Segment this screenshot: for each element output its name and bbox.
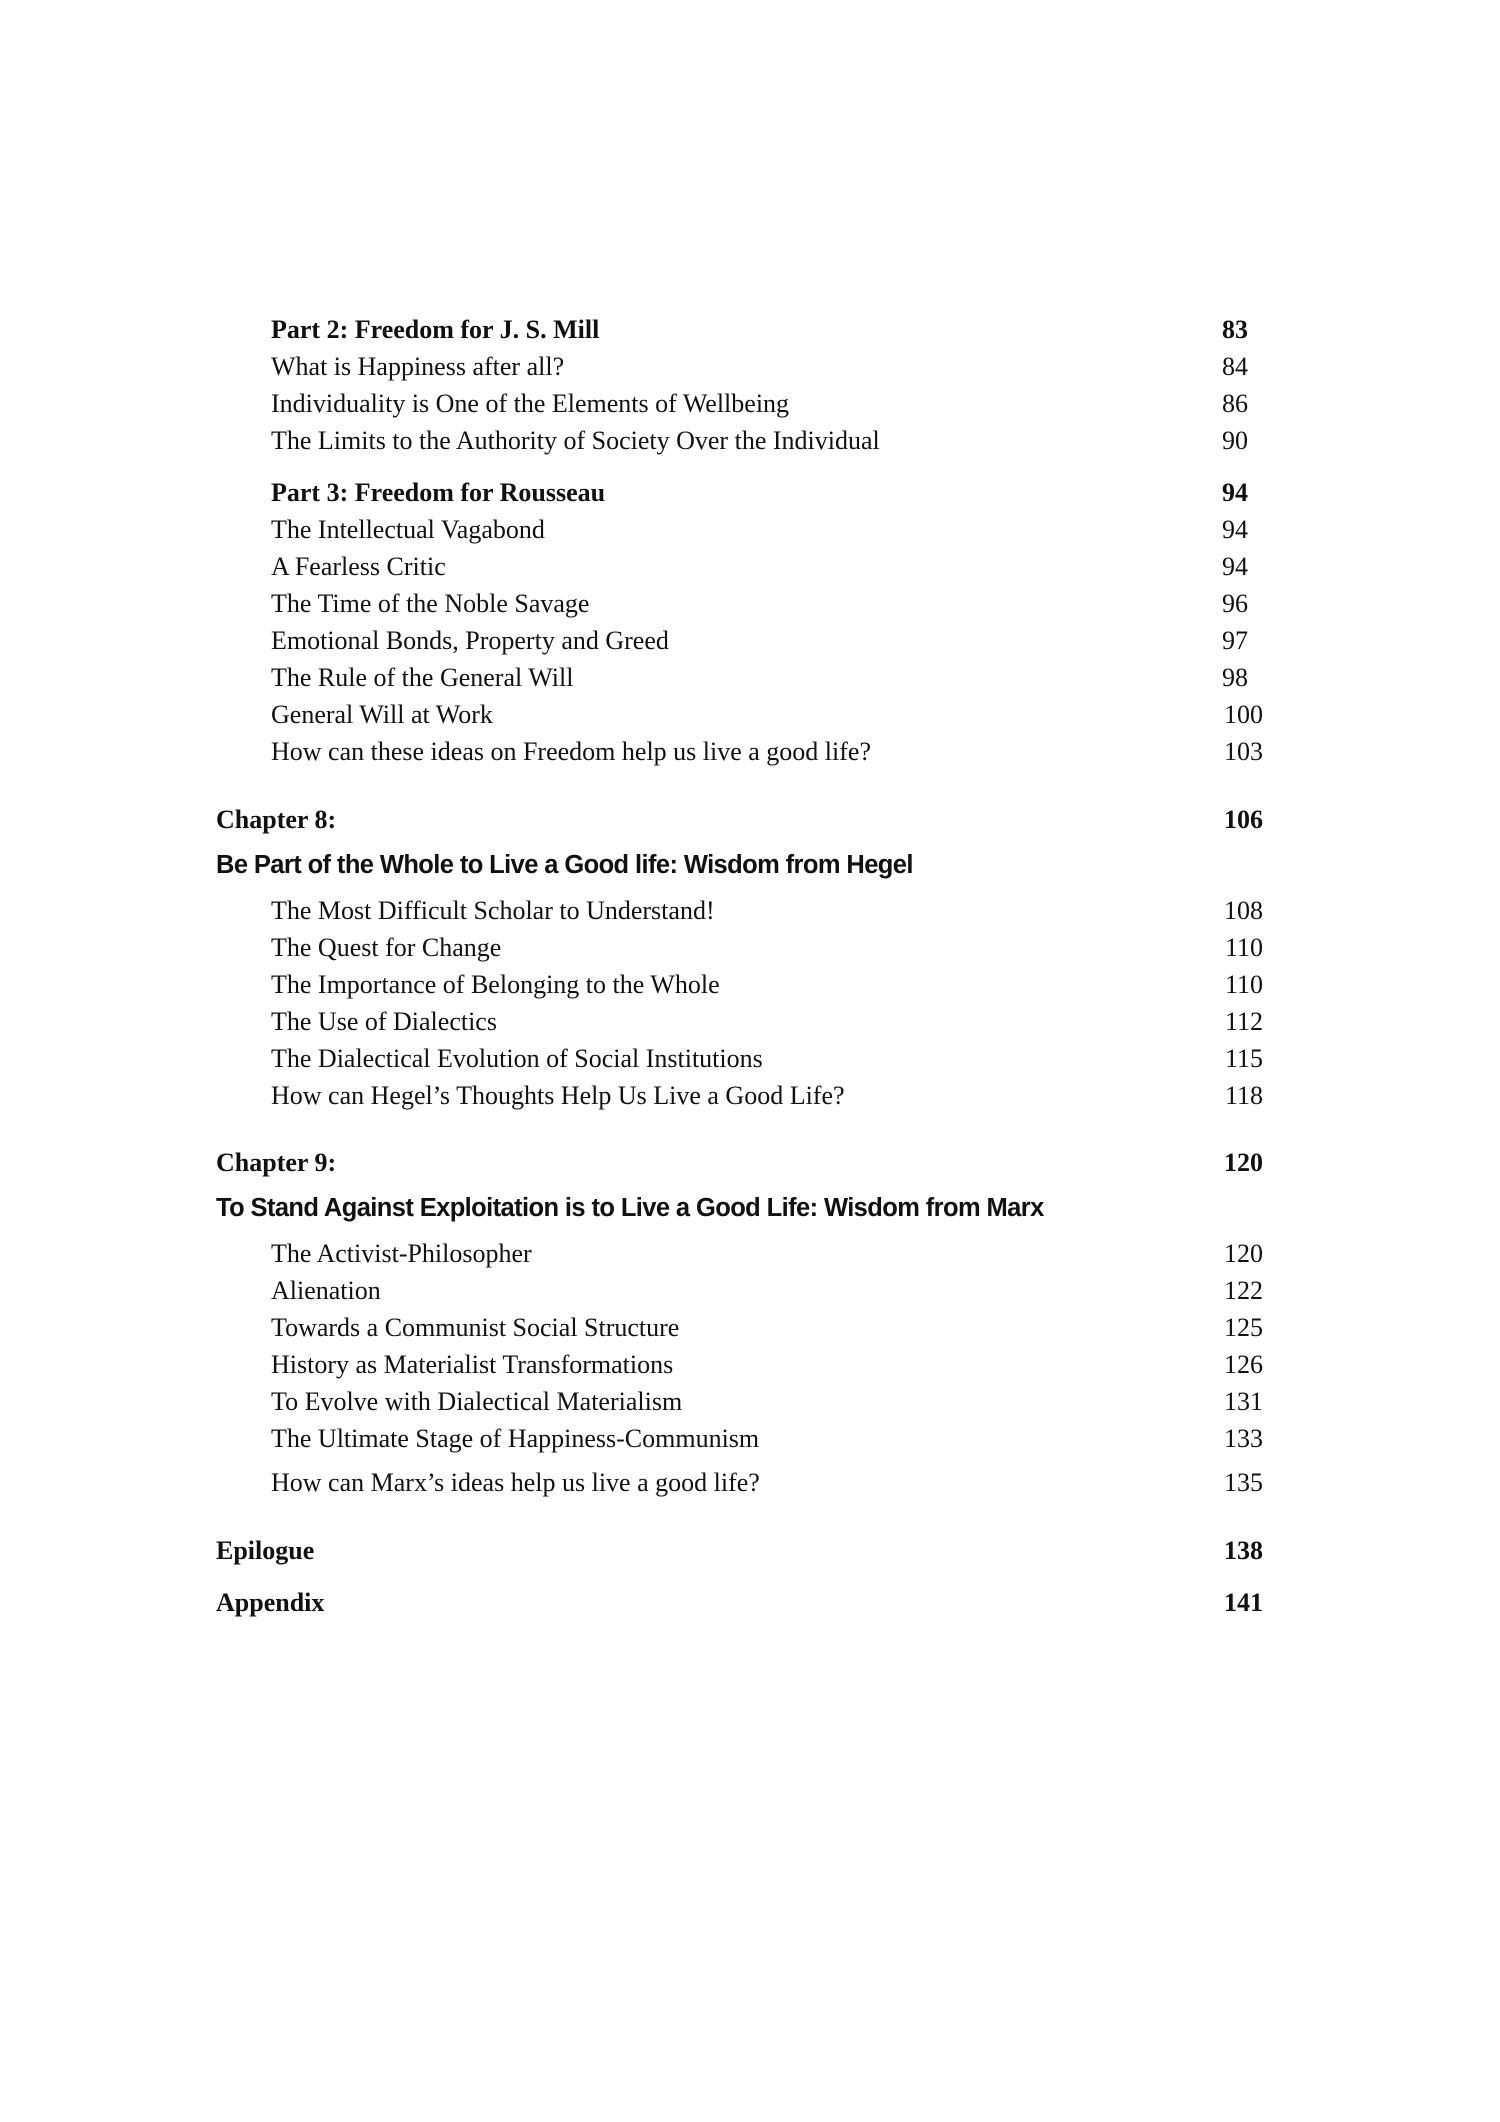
toc-chapter-heading[interactable] [0,1533,1500,1569]
toc-part-heading[interactable] [0,312,1500,348]
toc-entry[interactable] [0,1236,1500,1272]
entry-title: What is Happiness after all? [271,352,565,381]
toc-part-heading[interactable] [0,475,1500,511]
page-number: 110 [1224,933,1263,962]
page-number: 112 [1224,1007,1263,1036]
chapter-title: Be Part of the Whole to Live a Good life: Wisdom from Hegel [216,851,913,879]
chapter-label: Chapter 8: [216,805,337,834]
page-number: 138 [1224,1536,1263,1565]
toc-entry[interactable] [0,512,1500,548]
page-number: 135 [1224,1468,1263,1497]
entry-title: The Rule of the General Will [271,663,574,692]
page-number: 115 [1224,1044,1263,1073]
toc-entry[interactable] [0,697,1500,733]
toc-entry[interactable] [0,386,1500,422]
toc-entry[interactable] [0,586,1500,622]
toc-entry[interactable] [0,1421,1500,1457]
entry-title: To Evolve with Dialectical Materialism [271,1387,683,1416]
entry-title: Individuality is One of the Elements of Wellbeing [271,389,790,418]
entry-title: A Fearless Critic [271,552,446,581]
page-number: 94 [1222,478,1248,507]
page-number: 110 [1224,970,1263,999]
page-number: 86 [1222,389,1248,418]
appendix-title: Appendix [216,1588,325,1617]
page-number: 94 [1222,515,1248,544]
page-number: 131 [1224,1387,1263,1416]
entry-title: The Most Difficult Scholar to Understand! [271,896,715,925]
toc-chapter-title[interactable] [0,847,1500,883]
page-number: 120 [1224,1239,1263,1268]
toc-entry[interactable] [0,1347,1500,1383]
toc-entry[interactable] [0,623,1500,659]
entry-title: The Intellectual Vagabond [271,515,545,544]
page-number: 103 [1224,737,1263,766]
page-number: 100 [1224,700,1263,729]
page-number: 118 [1224,1081,1263,1110]
page-number: 108 [1224,896,1263,925]
part-title: Part 3: Freedom for Rousseau [271,478,606,507]
page-number: 97 [1222,626,1248,655]
page-number: 106 [1224,805,1263,834]
entry-title: General Will at Work [271,700,493,729]
page-number: 94 [1222,552,1248,581]
entry-title: How can Hegel’s Thoughts Help Us Live a Good Life? [271,1081,845,1110]
entry-title: How can Marx’s ideas help us live a good life? [271,1468,760,1497]
page-number: 126 [1224,1350,1263,1379]
toc-entry[interactable] [0,1004,1500,1040]
entry-title: Alienation [271,1276,381,1305]
page-number: 96 [1222,589,1248,618]
chapter-label: Chapter 9: [216,1148,337,1177]
toc-entry[interactable] [0,893,1500,929]
page-number: 90 [1222,426,1248,455]
entry-title: The Time of the Noble Savage [271,589,590,618]
epilogue-title: Epilogue [216,1536,315,1565]
page-number: 120 [1224,1148,1263,1177]
entry-title: Emotional Bonds, Property and Greed [271,626,669,655]
chapter-title: To Stand Against Exploitation is to Live a Good Life: Wisdom from Marx [216,1194,1044,1222]
entry-title: The Use of Dialectics [271,1007,497,1036]
toc-entry[interactable] [0,967,1500,1003]
toc-chapter-heading[interactable] [0,1145,1500,1181]
toc-entry[interactable] [0,1041,1500,1077]
toc-entry[interactable] [0,1384,1500,1420]
entry-title: Towards a Communist Social Structure [271,1313,680,1342]
page-number: 133 [1224,1424,1263,1453]
entry-title: The Dialectical Evolution of Social Institutions [271,1044,763,1073]
toc-entry[interactable] [0,930,1500,966]
entry-title: The Limits to the Authority of Society Over the Individual [271,426,880,455]
entry-title: The Quest for Change [271,933,502,962]
entry-title: The Ultimate Stage of Happiness-Communism [271,1424,760,1453]
toc-entry[interactable] [0,1078,1500,1114]
toc-entry[interactable] [0,549,1500,585]
toc-entry[interactable] [0,734,1500,770]
toc-chapter-title[interactable] [0,1190,1500,1226]
toc-chapter-heading[interactable] [0,802,1500,838]
toc-entry[interactable] [0,1273,1500,1309]
page-number: 125 [1224,1313,1263,1342]
page-number: 98 [1222,663,1248,692]
toc-entry[interactable] [0,349,1500,385]
toc-chapter-heading[interactable] [0,1585,1500,1621]
entry-title: History as Materialist Transformations [271,1350,674,1379]
entry-title: The Activist-Philosopher [271,1239,532,1268]
page-number: 83 [1222,315,1248,344]
toc-entry[interactable] [0,1310,1500,1346]
toc-entry[interactable] [0,423,1500,459]
part-title: Part 2: Freedom for J. S. Mill [271,315,600,344]
page-number: 84 [1222,352,1248,381]
page-number: 122 [1224,1276,1263,1305]
toc-entry[interactable] [0,660,1500,696]
entry-title: How can these ideas on Freedom help us live a good life? [271,737,871,766]
page-number: 141 [1224,1588,1263,1617]
toc-entry[interactable] [0,1465,1500,1501]
entry-title: The Importance of Belonging to the Whole [271,970,720,999]
